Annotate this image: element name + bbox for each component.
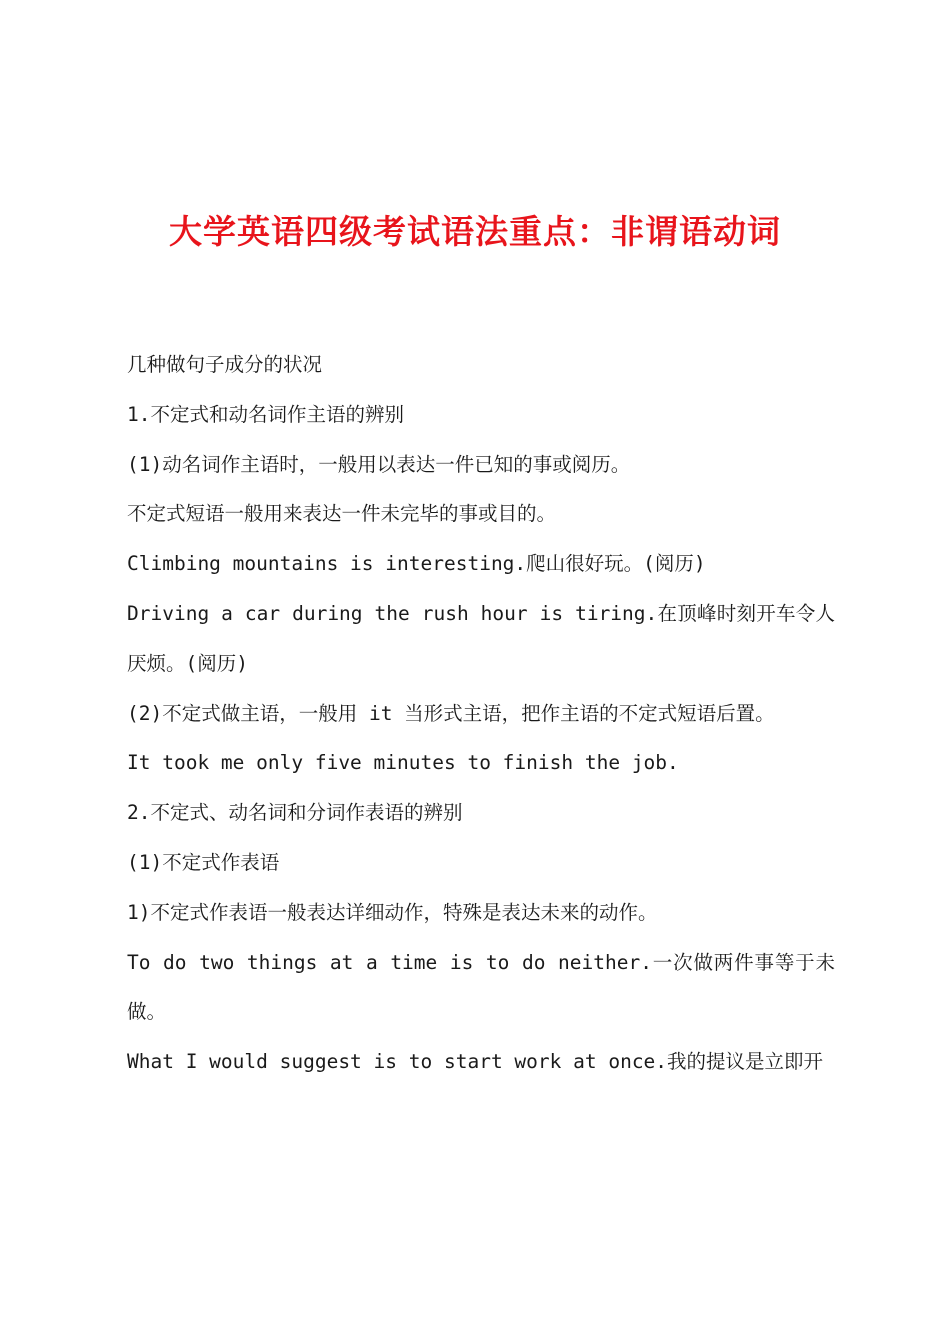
paragraph: (1)动名词作主语时，一般用以表达一件已知的事或阅历。 [127,452,631,476]
paragraph: (2)不定式做主语，一般用 it 当形式主语，把作主语的不定式短语后置。 [127,701,775,725]
paragraph: It took me only five minutes to finish the job. [127,751,679,775]
page-title: 大学英语四级考试语法重点：非谓语动词 [169,212,781,251]
paragraph: 1.不定式和动名词作主语的辨别 [127,402,404,426]
paragraph: To do two things at a time is to do neither.一次做两件事等于未做。 [127,950,835,1024]
paragraph: What I would suggest is to start work at once.我的提议是立即开 [127,1050,824,1074]
paragraph: 2.不定式、动名词和分词作表语的辨别 [127,801,463,825]
paragraph: Climbing mountains is interesting.爬山很好玩。(阅历) [127,552,706,576]
paragraph: 1)不定式作表语一般表达详细动作，特殊是表达未来的动作。 [127,900,658,924]
paragraph: 不定式短语一般用来表达一件未完毕的事或目的。 [127,502,557,526]
document-body [127,340,835,1087]
paragraph: Driving a car during the rush hour is tiring.在顶峰时刻开车令人厌烦。(阅历) [127,601,835,675]
paragraph: (1)不定式作表语 [127,850,280,874]
paragraph: 几种做句子成分的状况 [127,353,323,376]
